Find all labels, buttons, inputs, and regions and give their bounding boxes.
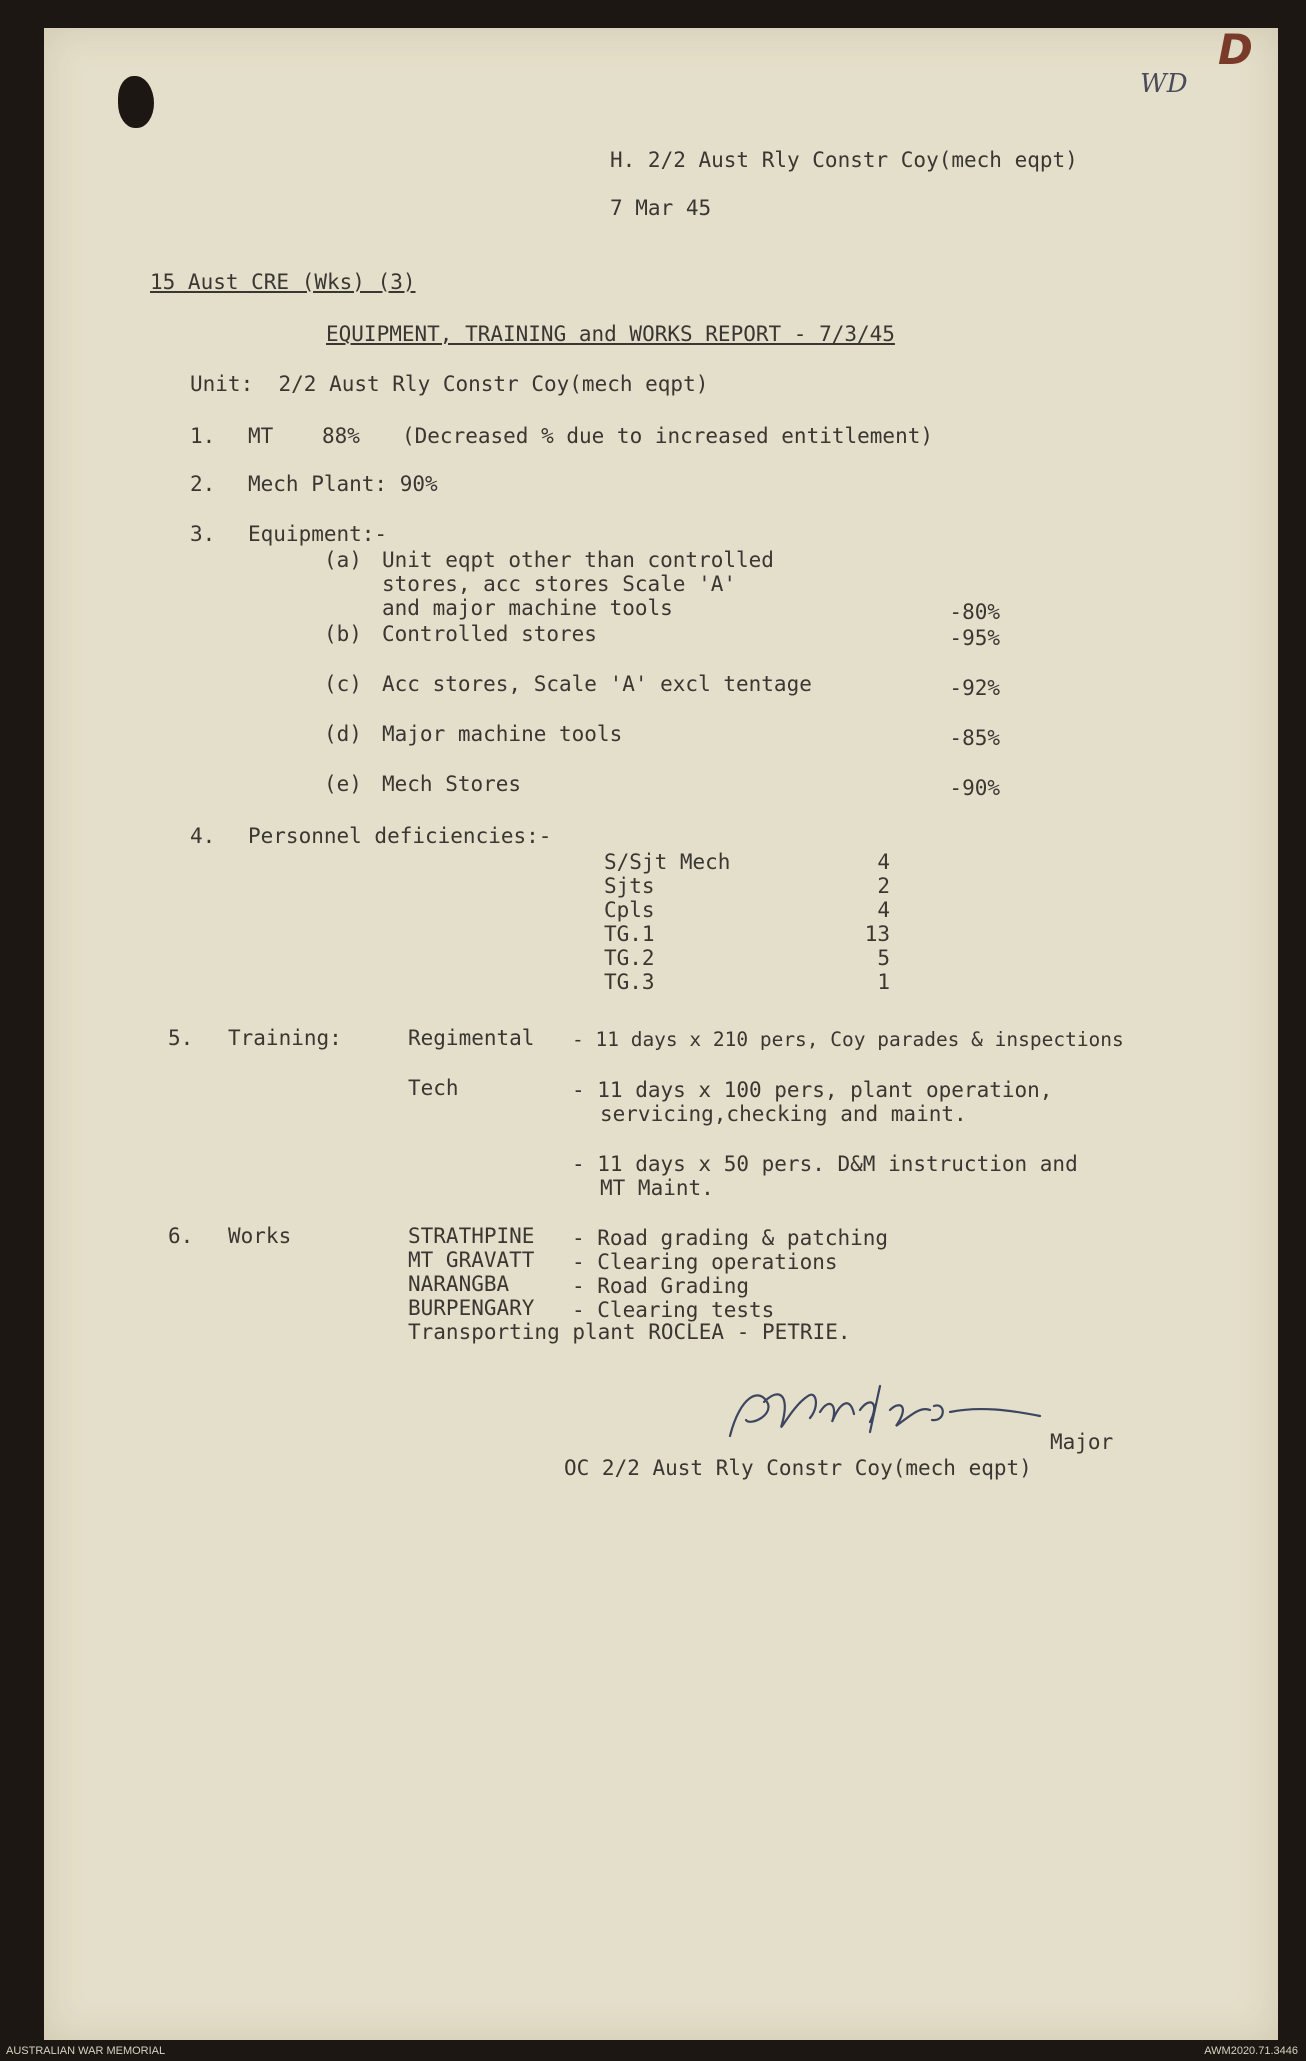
personnel-rank: TG.1	[604, 922, 655, 946]
works-task: - Road Grading	[572, 1274, 750, 1298]
item-2-text: Mech Plant: 90%	[248, 472, 438, 496]
personnel-rank: S/Sjt Mech	[604, 850, 731, 874]
item-1-number: 1.	[190, 424, 216, 448]
addressee: 15 Aust CRE (Wks) (3)	[150, 270, 416, 294]
item-4-label: Personnel deficiencies:-	[248, 824, 552, 848]
equipment-a-value: -80%	[949, 600, 1000, 624]
personnel-rank: TG.2	[604, 946, 655, 970]
footer-right: AWM2020.71.3446	[1204, 2045, 1298, 2057]
training-regimental-text: - 11 days x 210 pers, Coy parades & inspections	[572, 1028, 1124, 1051]
equipment-c-value: -92%	[949, 676, 1000, 700]
equipment-e-text: Mech Stores	[382, 772, 522, 796]
works-place: NARANGBA	[408, 1272, 510, 1296]
header-unit: H. 2/2 Aust Rly Constr Coy(mech eqpt)	[610, 148, 1078, 172]
equipment-a-key: (a)	[324, 548, 362, 572]
equipment-a-line1: Unit eqpt other than controlled	[382, 548, 774, 572]
personnel-count: 4	[877, 898, 890, 922]
letter-d-annotation: D	[1218, 25, 1253, 74]
unit-line: Unit: 2/2 Aust Rly Constr Coy(mech eqpt)	[190, 372, 709, 396]
item-1-note: (Decreased % due to increased entitlement)	[402, 424, 934, 448]
signature-title: OC 2/2 Aust Rly Constr Coy(mech eqpt)	[564, 1456, 1032, 1480]
training-dm-line2: MT Maint.	[600, 1176, 714, 1200]
works-place: MT GRAVATT	[408, 1248, 535, 1272]
item-6-number: 6.	[168, 1224, 194, 1248]
equipment-d-text: Major machine tools	[382, 722, 623, 746]
equipment-b-text: Controlled stores	[382, 622, 597, 646]
equipment-a-line2: stores, acc stores Scale 'A'	[382, 572, 737, 596]
personnel-count: 5	[877, 946, 890, 970]
equipment-b-key: (b)	[324, 622, 362, 646]
item-2-number: 2.	[190, 472, 216, 496]
personnel-rank: TG.3	[604, 970, 655, 994]
personnel-rank: Sjts	[604, 874, 655, 898]
header-date: 7 Mar 45	[610, 196, 712, 220]
personnel-count: 4	[877, 850, 890, 874]
training-tech-line2: servicing,checking and maint.	[600, 1102, 967, 1126]
item-5-label: Training:	[228, 1026, 342, 1050]
works-task: - Clearing operations	[572, 1250, 838, 1274]
personnel-count: 1	[877, 970, 890, 994]
item-4-number: 4.	[190, 824, 216, 848]
works-transport: Transporting plant ROCLEA - PETRIE.	[408, 1320, 851, 1344]
item-1-label: MT	[248, 424, 274, 448]
item-3-number: 3.	[190, 522, 216, 546]
equipment-a-line3: and major machine tools	[382, 596, 673, 620]
works-place: STRATHPINE	[408, 1224, 535, 1248]
equipment-d-value: -85%	[949, 726, 1000, 750]
item-6-label: Works	[228, 1224, 292, 1248]
punch-hole	[118, 76, 154, 128]
equipment-b-value: -95%	[949, 626, 1000, 650]
works-task: - Road grading & patching	[572, 1226, 889, 1250]
works-task: - Clearing tests	[572, 1298, 775, 1322]
training-tech-label: Tech	[408, 1076, 459, 1100]
item-1-value: 88%	[322, 424, 360, 448]
item-3-label: Equipment:-	[248, 522, 388, 546]
equipment-e-key: (e)	[324, 772, 362, 796]
footer-left: AUSTRALIAN WAR MEMORIAL	[6, 2045, 166, 2057]
equipment-c-key: (c)	[324, 672, 362, 696]
training-dm-line1: - 11 days x 50 pers. D&M instruction and	[572, 1152, 1078, 1176]
personnel-rank: Cpls	[604, 898, 655, 922]
personnel-count: 2	[877, 874, 890, 898]
wd-annotation: WD	[1140, 69, 1188, 99]
works-place: BURPENGARY	[408, 1296, 535, 1320]
personnel-count: 13	[864, 922, 890, 946]
training-regimental-label: Regimental	[408, 1026, 535, 1050]
report-title: EQUIPMENT, TRAINING and WORKS REPORT - 7/3/45	[326, 322, 895, 346]
equipment-d-key: (d)	[324, 722, 362, 746]
item-5-number: 5.	[168, 1026, 194, 1050]
equipment-e-value: -90%	[949, 776, 1000, 800]
equipment-c-text: Acc stores, Scale 'A' excl tentage	[382, 672, 812, 696]
signature-rank: Major	[1050, 1430, 1114, 1454]
training-tech-line1: - 11 days x 100 pers, plant operation,	[572, 1078, 1053, 1102]
